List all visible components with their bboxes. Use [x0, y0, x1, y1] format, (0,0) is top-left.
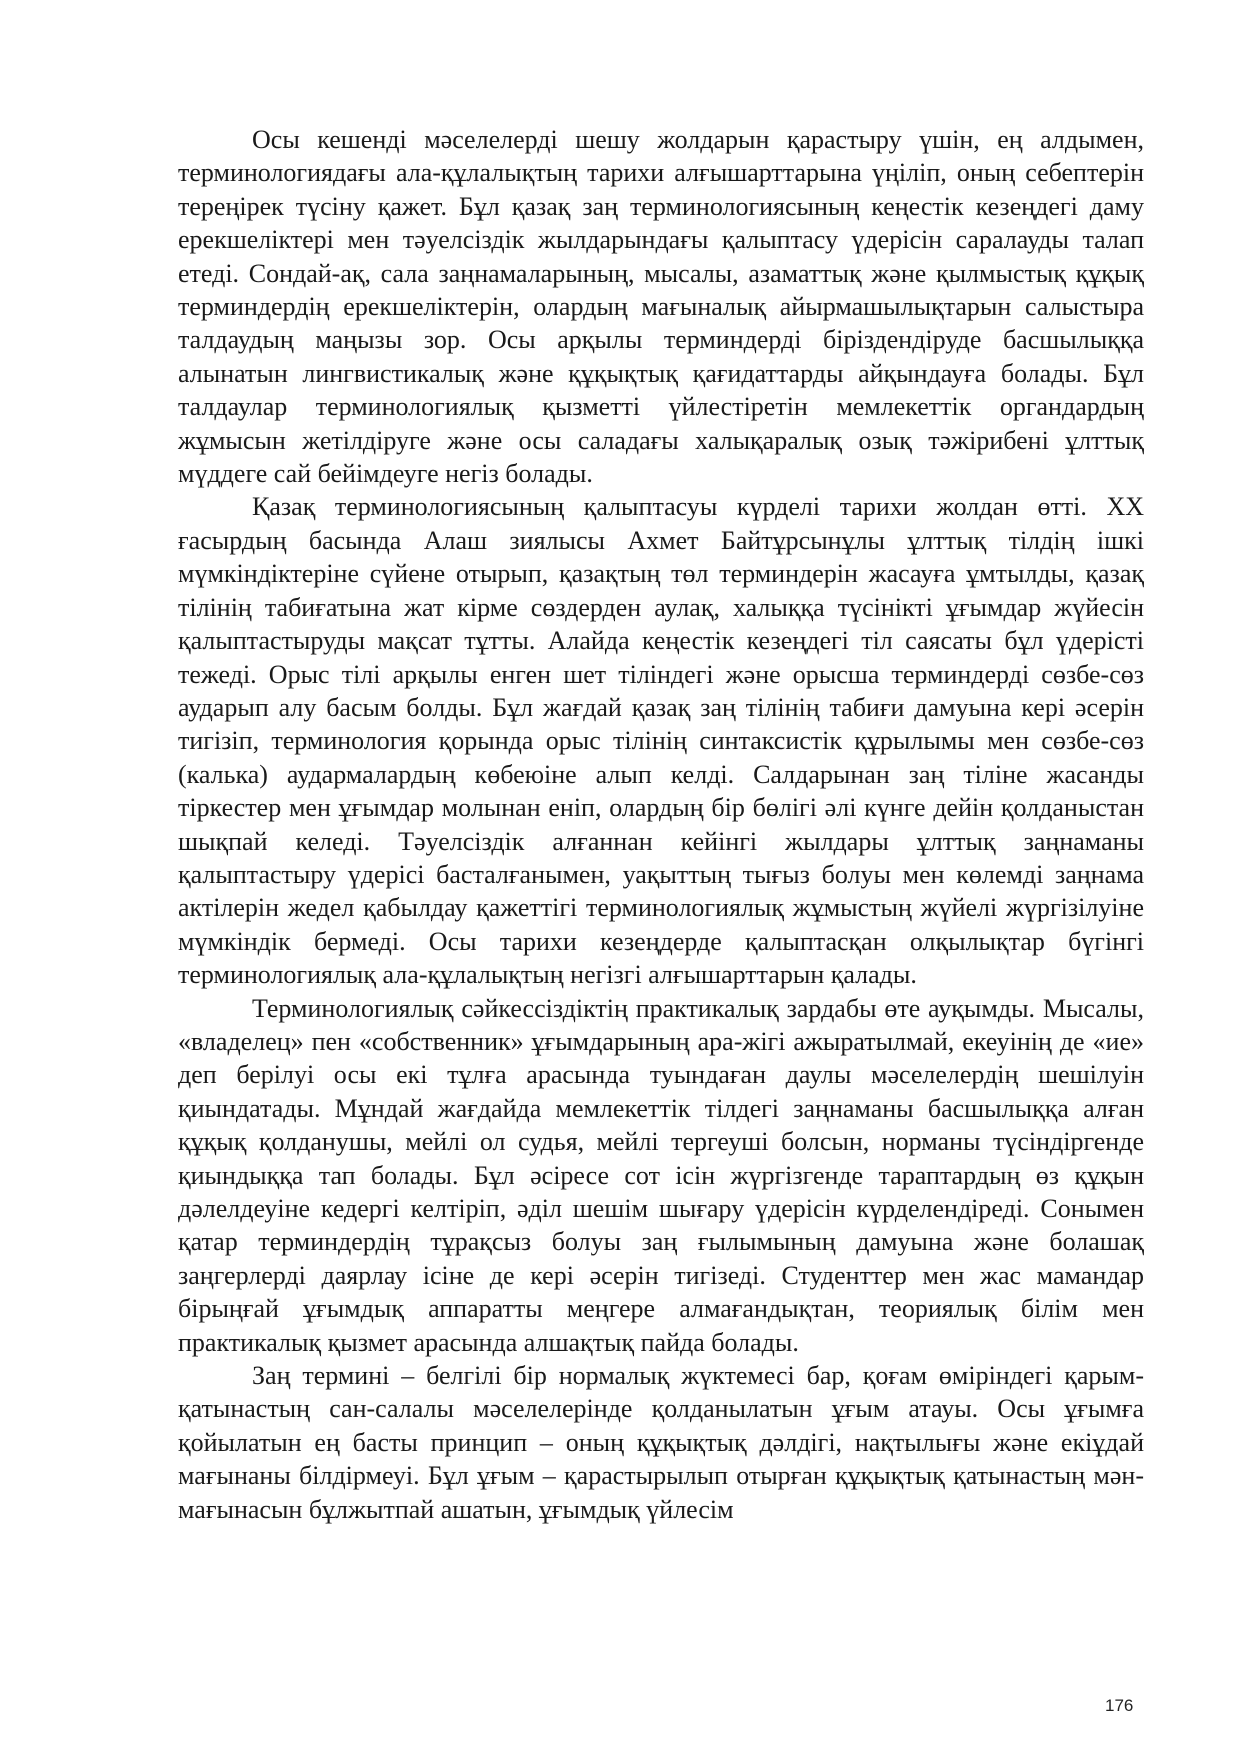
paragraph-1: Осы кешенді мәселелерді шешу жолдарын қарастыру үшін, ең алдымен, терминологиядағы ала-құлалықтың тарихи алғышарттарына үңіліп, оның себептерін тереңірек түсіну қажет. Бұл қазақ заң терминологиясының кеңестік кезеңдегі даму ерекшеліктері мен тәуелсіздік жылдарындағы қалыптасу үдерісін саралауды талап етеді. Сондай-ақ, сала заңнамаларының, мысалы, азаматтық және қылмыстық құқық терминдердің ерекшеліктерін, олардың мағыналық айырмашылықтарын салыстыра талдаудың маңызы зор. Осы арқылы терминдерді біріздендіруде басшылыққа алынатын лингвистикалық және құқықтық қағидаттарды айқындауға болады. Бұл талдаулар терминологиялық қызметті үйлестіретін мемлекеттік органдардың жұмысын жетілдіруге және осы саладағы халықаралық озық тәжірибені ұлттық мүддеге сай бейімдеуге негіз болады.: [178, 125, 1144, 489]
paragraph-2: Қазақ терминологиясының қалыптасуы күрделі тарихи жолдан өтті. ХХ ғасырдың басында Алаш зиялысы Ахмет Байтұрсынұлы ұлттық тілдің ішкі мүмкіндіктеріне сүйене отырып, қазақтың төл терминдерін жасауға ұмтылды, қазақ тілінің табиғатына жат кірме сөздерден аулақ, халыққа түсінікті ұғымдар жүйесін қалыптастыруды мақсат тұтты. Алайда кеңестік кезеңдегі тіл саясаты бұл үдерісті тежеді. Орыс тілі арқылы енген шет тіліндегі және орысша терминдерді сөзбе-сөз аударып алу басым болды. Бұл жағдай қазақ заң тілінің табиғи дамуына кері әсерін тигізіп, терминология қорында орыс тілінің синтаксистік құрылымы мен сөзбе-сөз (калька) аудармалардың көбеюіне алып келді. Салдарынан заң тіліне жасанды тіркестер мен ұғымдар молынан еніп, олардың бір бөлігі әлі күнге дейін қолданыстан шықпай келеді. Тәуелсіздік алғаннан кейінгі жылдары ұлттық заңнаманы қалыптастыру үдерісі басталғанымен, уақыттың тығыз болуы мен көлемді заңнама актілерін жедел қабылдау қажеттігі терминологиялық жұмыстың жүйелі жүргізілуіне мүмкіндік бермеді. Осы тарихи кезеңдерде қалыптасқан олқылықтар бүгінгі терминологиялық ала-құлалықтың негізгі алғышарттарын қалады.: [178, 492, 1144, 990]
page-number: 176: [1105, 1696, 1134, 1715]
paragraph-4: Заң термині – белгілі бір нормалық жүктемесі бар, қоғам өміріндегі қарым-қатынастың сан-салалы мәселелерінде қолданылатын ұғым атауы. Осы ұғымға қойылатын ең басты принцип – оның құқықтық дәлдігі, нақтылығы және екіұдай мағынаны білдірмеуі. Бұл ұғым – қарастырылып отырған құқықтық қатынастың мән-мағынасын бұлжытпай ашатын, ұғымдық үйлесім: [178, 1361, 1144, 1524]
paragraph-3: Терминологиялық сәйкессіздіктің практикалық зардабы өте ауқымды. Мысалы, «владелец» пен «собственник» ұғымдарының ара-жігі ажыратылмай, екеуінің де «ие» деп берілуі осы екі тұлға арасында туындаған даулы мәселелердің шешілуін қиындатады. Мұндай жағдайда мемлекеттік тілдегі заңнаманы басшылыққа алған құқық қолданушы, мейлі ол судья, мейлі тергеуші болсын, норманы түсіндіргенде қиындыққа тап болады. Бұл әсіресе сот ісін жүргізгенде тараптардың өз құқын дәлелдеуіне кедергі келтіріп, әділ шешім шығару үдерісін күрделендіреді. Сонымен қатар терминдердің тұрақсыз болуы заң ғылымының дамуына және болашақ заңгерлерді даярлау ісіне де кері әсерін тигізеді. Студенттер мен жас мамандар бірыңғай ұғымдық аппаратты меңгере алмағандықтан, теориялық білім мен практикалық қызмет арасында алшақтық пайда болады.: [178, 993, 1144, 1357]
body-text: [178, 123, 1144, 1526]
